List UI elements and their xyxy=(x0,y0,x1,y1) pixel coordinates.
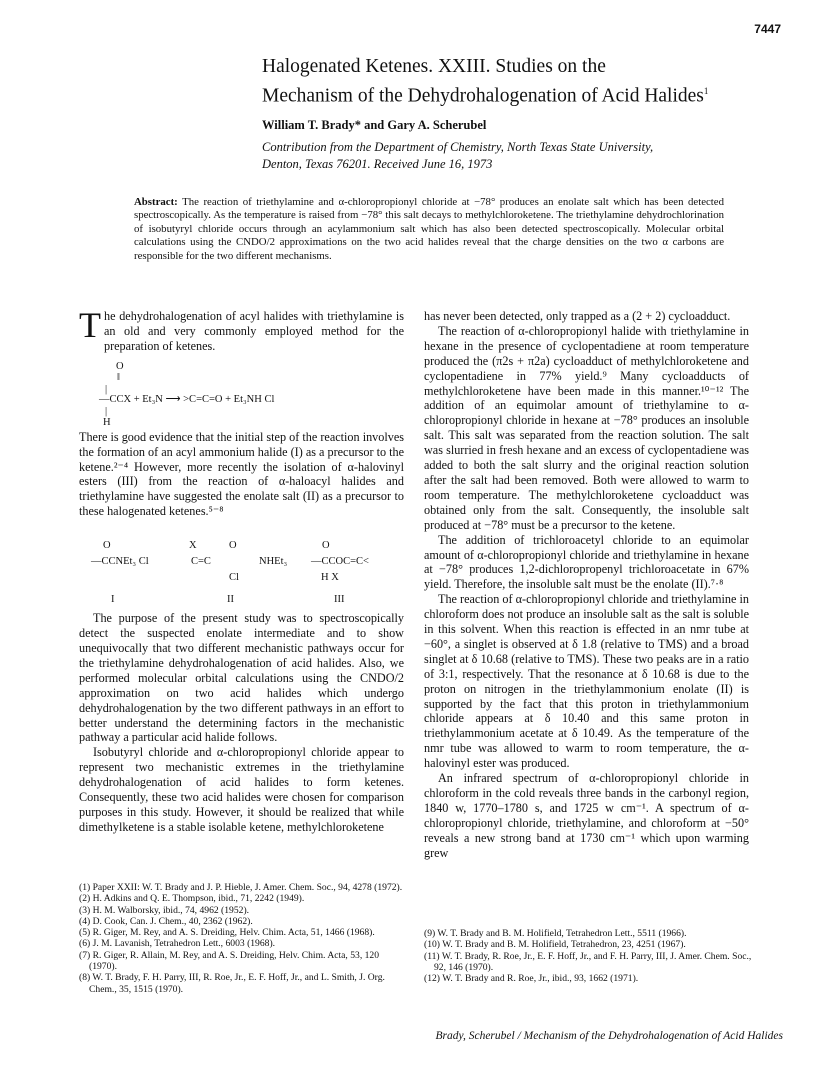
footnote: (7) R. Giger, R. Allain, M. Rey, and A. S. Dreiding, Helv. Chim. Acta, 53, 120 (1970). xyxy=(79,949,380,973)
scheme1-bond-up: | xyxy=(105,383,108,395)
left-paragraph-4: Isobutyryl chloride and α-chloropropionyl chloride appear to represent two mechanistic extremes in the triethylamine dehydrohalogenation of acid halides to form ketenes. Consequently, these two acid halides were chosen for comparison purposes in this study. However, it should be realized that while dimethylketene is a stable isolable ketene, methylchloroketene xyxy=(79,745,404,834)
scheme1-oxygen: O xyxy=(116,360,124,372)
running-footer: Brady, Scherubel / Mechanism of the Dehydrohalogenation of Acid Halides xyxy=(435,1030,783,1042)
compound-label-i: I xyxy=(111,594,115,606)
right-paragraph-2: The reaction of α-chloropropionyl halide with triethylamine in hexane in the presence of cyclopentadiene at room temperature produced the (π2s + π2a) cycloadduct of methylchloroketene and cyclopentadiene in 77% yield.⁹ Many cycloadducts of methylchloroketene have been made in this manner.¹⁰⁻¹² The addition of an equimolar amount of triethylamine to α-chloropropionyl chloride in hexane at −78° produces an insoluble salt. This salt was separated from the reaction solution. The salt was slurried in fresh hexane and an excess of cyclopentadiene was added to both the salt slurry and the original reaction solution after the salt had been removed. Both were allowed to warm to room temperature. The methylchloroketene cycloadduct was obtained only from the salt. Consequently, the insoluble salt produced at −78° must be a precursor to the ketene. xyxy=(424,323,749,532)
affiliation-line-2: Denton, Texas 76201. Received June 16, 1973 xyxy=(262,156,493,171)
footnote: (9) W. T. Brady and B. M. Holifield, Tetrahedron Lett., 5511 (1966). xyxy=(424,928,687,939)
right-paragraph-3: The addition of trichloroacetyl chloride to an equimolar amount of α-chloropropionyl chloride and triethylamine in hexane at −78° produces 1,2-dichloropropenyl trichloroacetate in 67% yield. Therefore, the insoluble salt must be the enolate (II).⁷·⁸ xyxy=(424,532,749,592)
page-number: 7447 xyxy=(754,22,781,36)
scheme1-hydrogen: H xyxy=(103,416,111,428)
compound-iii-substituents: H X xyxy=(321,572,339,584)
abstract-text: The reaction of triethylamine and α-chloropropionyl chloride at −78° produces an enolate salt which has been detected spectroscopically. As the temperature is raised from −78° this salt decays to methylchloroketene. The triethylamine dehydrochlorination of isobutyryl chloride occurs through an acylammonium salt which has also been detected spectroscopically. Molecular orbital calculations using the CNDO/2 approximations on the two acid halides reveal that the charge densities on the two α carbons are responsible for the two different mechanisms. xyxy=(134,196,724,262)
footnote: (11) W. T. Brady, R. Roe, Jr., E. F. Hoff, Jr., and F. H. Parry, III, J. Amer. Chem. Soc., 92, 146 (1970). xyxy=(424,950,752,973)
compound-ii-chlorine: Cl xyxy=(229,572,239,584)
right-paragraph-1: has never been detected, only trapped as a (2 + 2) cycloadduct. xyxy=(424,309,731,323)
compound-ii-oxygen: O xyxy=(229,540,237,552)
footnote: (4) D. Cook, Can. J. Chem., 40, 2362 (1962). xyxy=(79,915,253,927)
compound-label-ii: II xyxy=(227,594,234,606)
compound-iii-formula: —CCOC=C< xyxy=(311,556,369,568)
scheme1-reaction: —CCX + Et₃N ⟶ >C=C=O + Et₃NH Cl xyxy=(99,393,275,405)
compound-iii-oxygen: O xyxy=(322,540,330,552)
reaction-scheme-1 xyxy=(79,354,404,430)
scheme1-double-bond: ‖ xyxy=(117,371,120,383)
footnotes-right xyxy=(424,928,754,984)
footnote: (1) Paper XXII: W. T. Brady and J. P. Hieble, J. Amer. Chem. Soc., 94, 4278 (1972). xyxy=(79,882,403,893)
compound-ii-x: X xyxy=(189,540,197,552)
drop-cap: T xyxy=(79,305,101,345)
affiliation xyxy=(262,139,762,172)
right-paragraph-4: The reaction of α-chloropropionyl chloride and triethylamine in chloroform does not produce an insoluble salt as the salt is soluble in this solvent. When this reaction is effected in an nmr tube at −60°, a singlet is observed at δ 1.8 (relative to TMS) and a broad singlet at δ 10.68 (relative to TMS). These two peaks are in a ratio of 3:1, respectively. That the resonance at δ 10.68 is due to the proton on nitrogen in the triethylammonium enolate (II) is supported by the fact that this proton in triethylammonium chloride appears at δ 10.40 and this same proton in triethylammonium acetate at δ 10.49. As the temperature of the nmr tube was allowed to warm to room temperature, the α-halovinyl ester was produced. xyxy=(424,592,749,771)
compound-ii-cation: NHEt₃ xyxy=(259,556,288,568)
compound-i-formula: —CCNEt₃ Cl xyxy=(91,556,149,568)
left-paragraph-1: The dehydrohalogenation of acyl halides with triethylamine is an old and very commonly employed method for the preparation of ketenes. xyxy=(79,305,404,353)
authors: William T. Brady* and Gary A. Scherubel xyxy=(262,118,487,132)
footnote: (8) W. T. Brady, F. H. Parry, III, R. Roe, Jr., E. F. Hoff, Jr., and L. Smith, J. Org. Chem., 35, 1515 (1970). xyxy=(79,972,385,995)
footnote: (5) R. Giger, M. Rey, and A. S. Dreiding, Helv. Chim. Acta, 51, 1466 (1968). xyxy=(79,927,375,939)
footnotes-left xyxy=(79,882,404,995)
right-paragraph-5: An infrared spectrum of α-chloropropionyl chloride in chloroform in the cold reveals three bands in the carbonyl region, 1840 w, 1770–1780 s, and 1725 w cm⁻¹. A spectrum of α-chloropropionyl chloride, triethylamine, and chloroform at −50° reveals a new strong band at 1730 cm⁻¹ which upon warming grew xyxy=(424,771,749,860)
abstract-label: Abstract: xyxy=(134,196,178,208)
footnote: (2) H. Adkins and Q. E. Thompson, ibid., 71, 2242 (1949). xyxy=(79,893,305,905)
compound-ii-formula: C=C xyxy=(191,556,211,568)
compound-i-oxygen: O xyxy=(103,540,111,552)
affiliation-line-1: Contribution from the Department of Chemistry, North Texas State University, xyxy=(262,140,654,154)
left-paragraph-2: There is good evidence that the initial step of the reaction involves the formation of an acyl ammonium halide (I) as a precursor to the ketene.²⁻⁴ However, more recently the isolation of α-halovinyl esters (III) from the reaction of α-haloacyl halides and triethylamine have suggested the enolate salt (II) as a precursor to these halogenated ketenes.⁵⁻⁸ xyxy=(79,429,404,519)
title-footnote-ref: 1 xyxy=(703,86,709,96)
footnote: (10) W. T. Brady and B. M. Holifield, Tetrahedron, 23, 4251 (1967). xyxy=(424,939,686,951)
footnote: (3) H. M. Walborsky, ibid., 74, 4962 (1952). xyxy=(79,904,250,916)
article-title xyxy=(262,54,782,109)
left-paragraph-3: The purpose of the present study was to spectroscopically detect the suspected enolate intermediate and to show unequivocally that two different mechanistic pathways occur for the triethylamine dehydrohalogenation of acid halides. Also, we performed molecular orbital calculations using the CNDO/2 approximation on two acid halides which undergo dehydrohalogenation by the two different pathways in an effort to better understand the determining factors in the mechanistic pathway a particular acid halide follows. xyxy=(79,611,404,745)
compound-label-iii: III xyxy=(334,594,345,606)
footnote: (6) J. M. Lavanish, Tetrahedron Lett., 6003 (1968). xyxy=(79,938,276,950)
title-line-1: Halogenated Ketenes. XXIII. Studies on the xyxy=(262,56,606,77)
right-column xyxy=(424,309,749,861)
reaction-scheme-2 xyxy=(79,519,404,611)
scheme1-bond-down: | xyxy=(105,405,108,417)
title-line-2: Mechanism of the Dehydrohalogenation of Acid Halides$^1$ xyxy=(262,85,709,107)
footnote: (12) W. T. Brady and R. Roe, Jr., ibid., 93, 1662 (1971). xyxy=(424,973,639,985)
abstract xyxy=(134,196,724,263)
left-column xyxy=(79,305,404,835)
